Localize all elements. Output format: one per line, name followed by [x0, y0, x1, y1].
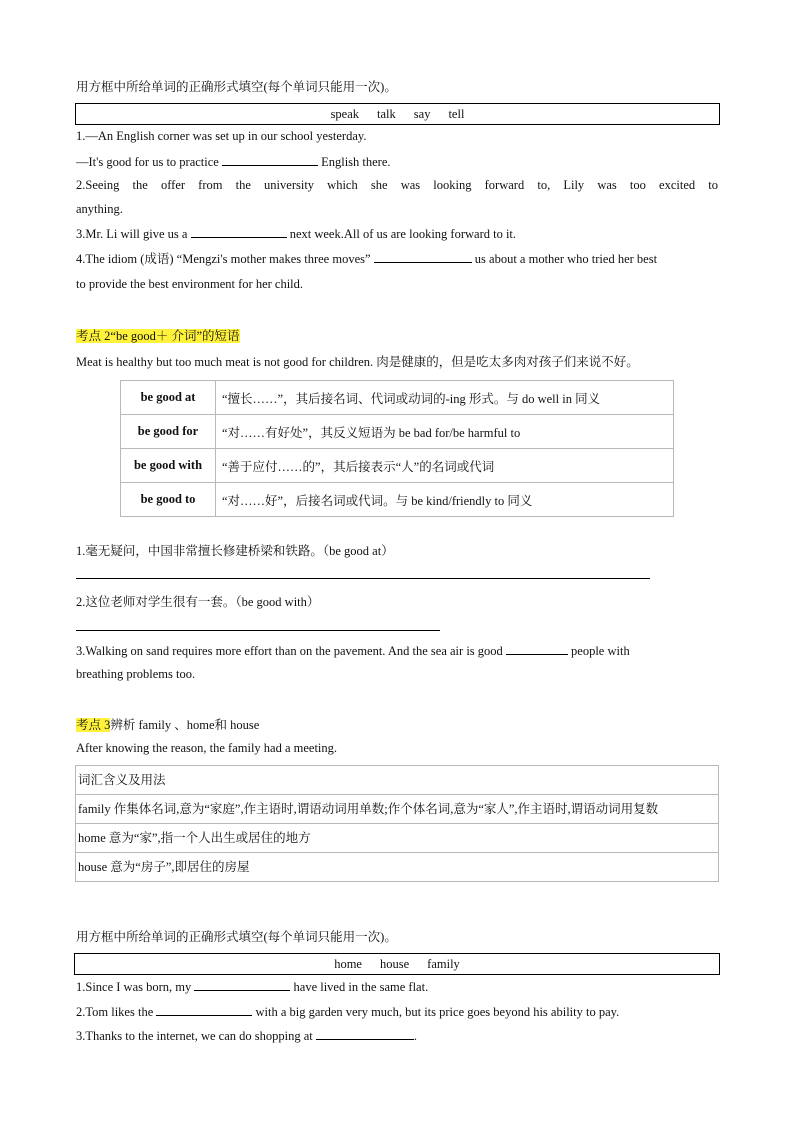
question-1a: 1.—An English corner was set up in our school yesterday.	[76, 129, 367, 143]
answer-blank[interactable]	[156, 1003, 252, 1016]
word-family: family	[427, 957, 460, 971]
question-2-line2: anything.	[76, 202, 123, 216]
table-cell: house 意为“房子”,即居住的房屋	[76, 853, 719, 882]
point-2-question-3-line2: breathing problems too.	[76, 667, 196, 681]
table-cell: home 意为“家”,指一个人出生或居住的地方	[76, 824, 719, 853]
word-talk: talk	[377, 107, 396, 121]
question-4-line1: 4.The idiom (成语) “Mengzi's mother makes three moves” us about a mother who tried her best	[76, 252, 658, 266]
translation-question-2: 2.这位老师对学生很有一套。（be good with）	[76, 595, 320, 609]
meaning-cell: “擅长……”，其后接名词、代词或动词的-ing 形式。与 do well in 同义	[216, 381, 674, 415]
table-row	[76, 795, 719, 824]
word-say: say	[413, 107, 431, 121]
meaning-cell: “对……好”，后接名词或代词。与 be kind/friendly to 同义	[216, 483, 674, 517]
phrase-cell: be good for	[121, 415, 216, 449]
answer-blank[interactable]	[316, 1027, 414, 1040]
word-box-1	[75, 103, 720, 125]
section-3-question-2: 2.Tom likes the with a big garden very much, but its price goes beyond his ability to pay.	[76, 1005, 620, 1019]
table-row	[121, 449, 674, 483]
word-house: house	[379, 957, 410, 971]
be-good-table	[120, 380, 674, 517]
instruction-2: 用方框中所给单词的正确形式填空(每个单词只能用一次)。	[76, 930, 397, 944]
answer-blank[interactable]	[506, 642, 568, 655]
table-row	[76, 853, 719, 882]
answer-line[interactable]	[76, 578, 650, 579]
question-3: 3.Mr. Li will give us a next week.All of us are looking forward to it.	[76, 227, 517, 241]
table-row	[121, 381, 674, 415]
question-1b: —It's good for us to practice English there.	[76, 155, 391, 169]
answer-line[interactable]	[76, 630, 440, 631]
section-3-question-1: 1.Since I was born, my have lived in the same flat.	[76, 980, 429, 994]
meaning-cell: “善于应付……的”，其后接表示“人”的名词或代词	[216, 449, 674, 483]
family-home-house-table	[75, 765, 719, 882]
table-row	[76, 766, 719, 795]
table-row	[121, 483, 674, 517]
table-header-cell: 词汇含义及用法	[76, 766, 719, 795]
answer-blank[interactable]	[374, 250, 472, 263]
point-2-example: Meat is healthy but too much meat is not good for children. 肉是健康的，但是吃太多肉对孩子们来说不好。	[76, 355, 639, 369]
answer-blank[interactable]	[191, 225, 287, 238]
meaning-cell: “对……有好处”，其反义短语为 be bad for/be harmful to	[216, 415, 674, 449]
answer-blank[interactable]	[222, 153, 318, 166]
point-2-title: “be good＋ 介词”的短语	[110, 329, 240, 343]
point-2-question-3: 3.Walking on sand requires more effort than on the pavement. And the sea air is good people with	[76, 644, 630, 658]
question-2-line1: 2.Seeing the offer from the university which she was looking forward to, Lily was too excited to	[76, 178, 718, 192]
table-cell: family 作集体名词,意为“家庭”,作主语时,谓语动词用单数;作个体名词,意为“家人”,作主语时,谓语动词用复数	[76, 795, 719, 824]
instruction-1: 用方框中所给单词的正确形式填空(每个单词只能用一次)。	[76, 80, 397, 94]
translation-question-1: 1.毫无疑问，中国非常擅长修建桥梁和铁路。（be good at）	[76, 544, 394, 558]
question-4-line2: to provide the best environment for her child.	[76, 277, 304, 291]
point-3-heading	[76, 715, 259, 733]
point-2-heading	[76, 326, 240, 344]
point-3-title: 辨析 family 、home和 house	[110, 718, 260, 732]
point-3-label: 考点 3	[76, 718, 111, 732]
point-3-example: After knowing the reason, the family had a meeting.	[76, 741, 338, 755]
answer-blank[interactable]	[194, 978, 290, 991]
phrase-cell: be good at	[121, 381, 216, 415]
table-row	[121, 415, 674, 449]
word-tell: tell	[448, 107, 465, 121]
word-home: home	[334, 957, 362, 971]
point-2-label: 考点 2	[76, 329, 111, 343]
phrase-cell: be good to	[121, 483, 216, 517]
table-row	[76, 824, 719, 853]
word-speak: speak	[330, 107, 360, 121]
phrase-cell: be good with	[121, 449, 216, 483]
section-3-question-3: 3.Thanks to the internet, we can do shopping at .	[76, 1029, 417, 1043]
word-box-2	[74, 953, 720, 975]
